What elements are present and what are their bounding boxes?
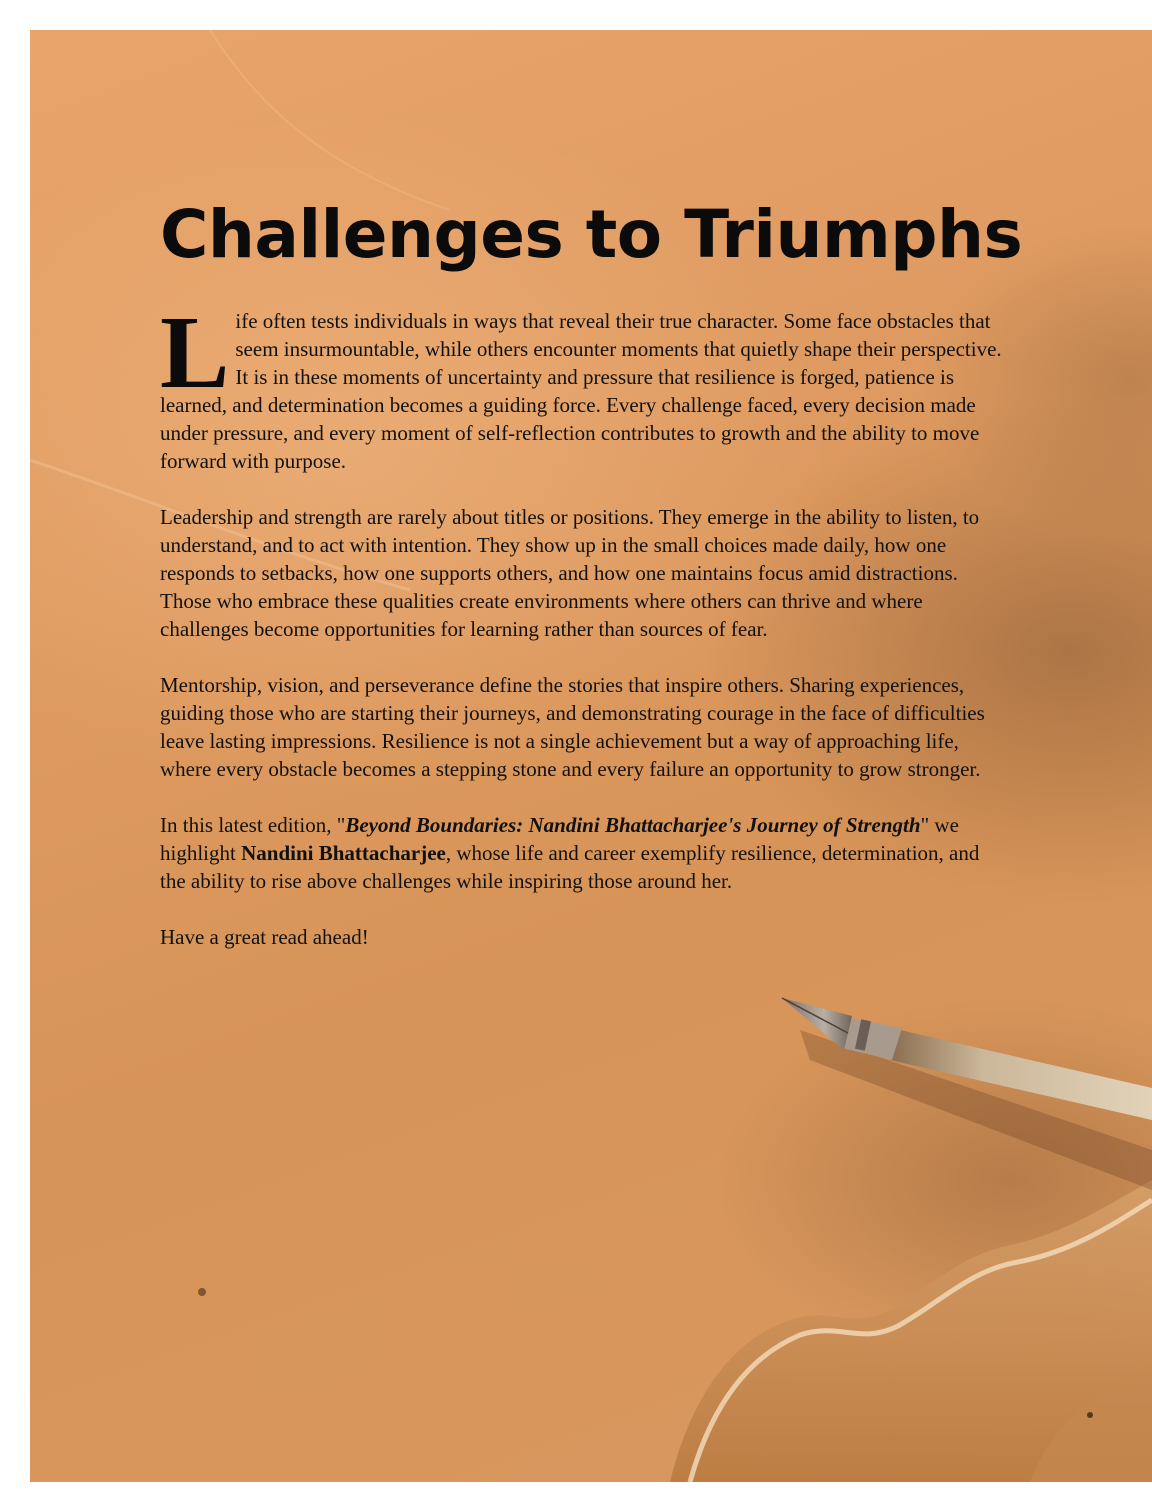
article-body <box>160 295 1010 951</box>
drop-cap: L <box>160 295 230 410</box>
edition-paragraph <box>160 811 1010 895</box>
intro-paragraph <box>160 295 1010 475</box>
edition-tail: , whose life and career exemplify resilience, determination, and the ability to rise above challenges while inspiring those around her. <box>160 841 980 893</box>
edition-lead: In this latest edition, " <box>160 813 346 837</box>
edition-mid: " we highlight <box>160 813 959 865</box>
closing-line: Have a great read ahead! <box>160 925 369 949</box>
page-background <box>30 30 1152 1482</box>
page-title: Challenges to Triumphs <box>160 196 1023 273</box>
featured-name: Nandini Bhattacharjee <box>241 841 446 865</box>
article <box>160 195 1023 979</box>
intro-text: ife often tests individuals in ways that reveal their true character. Some face obstacles that seem insurmountable, while others encounter moments that quietly shape their perspective. It is in these moments of uncertainty and pressure that resilience is forged, patience is learned, and determination becomes a guiding force. Every challenge faced, every decision made under pressure, and every moment of self-reflection contributes to growth and the ability to move forward with purpose. <box>160 309 1002 473</box>
edition-title: Beyond Boundaries: Nandini Bhattacharjee's Journey of Strength <box>345 813 921 837</box>
body-paragraph: Leadership and strength are rarely about titles or positions. They emerge in the ability to listen, to understand, and to act with intention. They show up in the small choices made daily, how one responds to setbacks, how one supports others, and how one maintains focus amid distractions. Those who embrace these qualities create environments where others can thrive and where challenges become opportunities for learning rather than sources of fear. <box>160 505 980 641</box>
body-paragraph: Mentorship, vision, and perseverance define the stories that inspire others. Sharing experiences, guiding those who are starting their journeys, and demonstrating courage in the face of difficulties leave lasting impressions. Resilience is not a single achievement but a way of approaching life, where every obstacle becomes a stepping stone and every failure an opportunity to grow stronger. <box>160 673 985 781</box>
